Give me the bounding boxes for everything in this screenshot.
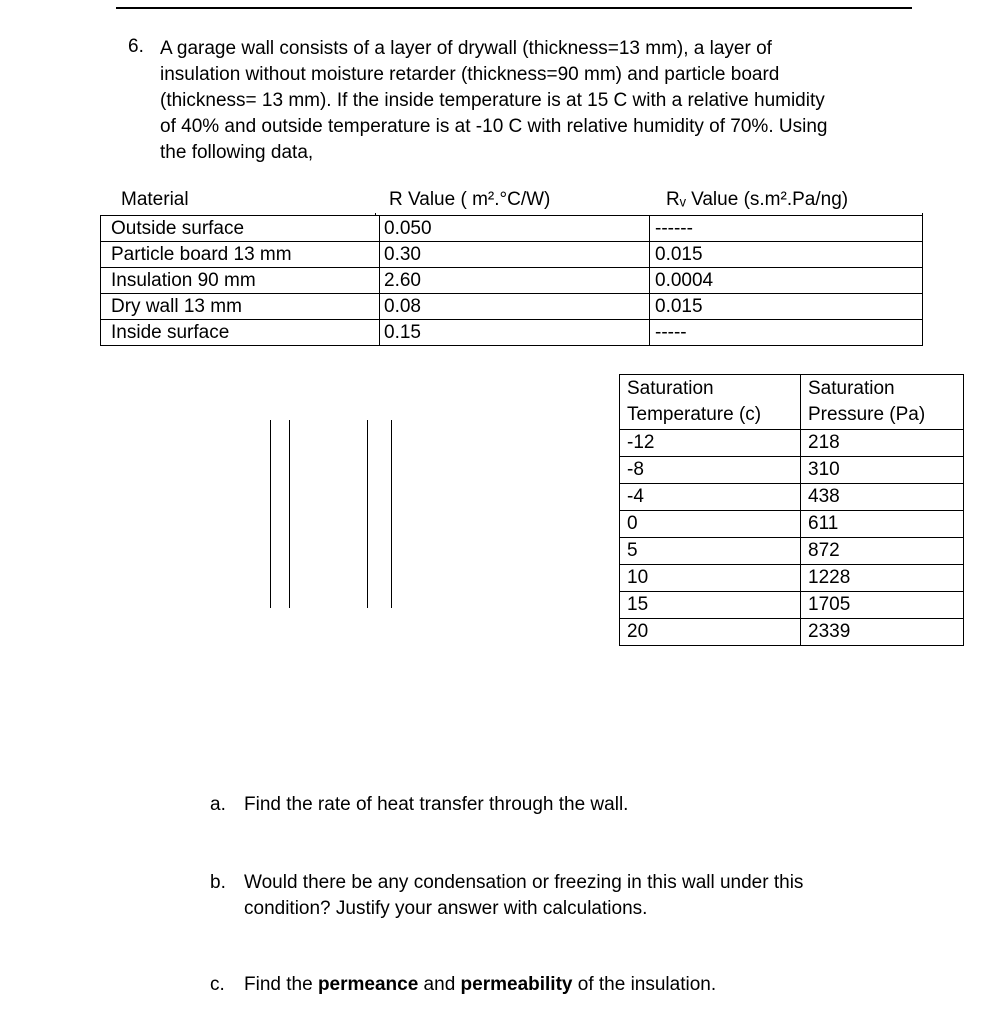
- question-text: [160, 36, 960, 166]
- material-header: Material: [121, 189, 189, 210]
- pressure-cell: 2339: [801, 619, 964, 646]
- r-value-cell: 2.60: [380, 268, 650, 294]
- material-cell: Particle board 13 mm: [101, 242, 380, 268]
- table-row: [101, 294, 923, 320]
- pressure-cell: 611: [801, 511, 964, 538]
- r-value-cell: 0.08: [380, 294, 650, 320]
- part-label: a.: [210, 794, 226, 815]
- header-line: Temperature (c): [627, 404, 762, 425]
- temperature-cell: -12: [620, 430, 801, 457]
- rv-value-header: Rᵥ Value (s.m².Pa/ng): [666, 189, 849, 210]
- table-row: [620, 484, 964, 511]
- table-row: [620, 592, 964, 619]
- question-line: the following data,: [160, 142, 314, 163]
- header-line: Saturation: [808, 378, 895, 399]
- pressure-cell: 310: [801, 457, 964, 484]
- table-row: [620, 457, 964, 484]
- wall-layer-line: [289, 420, 290, 608]
- part-text: Find the rate of heat transfer through the wall.: [244, 794, 629, 815]
- rv-value-cell: 0.0004: [650, 268, 923, 294]
- question-line: of 40% and outside temperature is at -10 C with relative humidity of 70%. Using: [160, 116, 828, 137]
- temperature-cell: 5: [620, 538, 801, 565]
- part-label: c.: [210, 974, 225, 995]
- question-line: (thickness= 13 mm). If the inside temperature is at 15 C with a relative humidity: [160, 90, 825, 111]
- table-row: [620, 619, 964, 646]
- wall-layer-line: [270, 420, 271, 608]
- material-table: [100, 215, 923, 346]
- r-value-cell: 0.30: [380, 242, 650, 268]
- temperature-cell: 20: [620, 619, 801, 646]
- part-label: b.: [210, 872, 226, 893]
- pressure-cell: 872: [801, 538, 964, 565]
- table-row: [620, 430, 964, 457]
- part-text-segment: Find the: [244, 974, 318, 995]
- top-divider: [116, 7, 912, 9]
- temperature-cell: 15: [620, 592, 801, 619]
- material-cell: Outside surface: [101, 216, 380, 242]
- table-row: [101, 216, 923, 242]
- table-row: [101, 320, 923, 346]
- rv-value-cell: 0.015: [650, 242, 923, 268]
- part-text: condition? Justify your answer with calculations.: [244, 898, 648, 919]
- table-row: [101, 268, 923, 294]
- part-text: Would there be any condensation or freezing in this wall under this: [244, 872, 804, 893]
- r-value-cell: 0.050: [380, 216, 650, 242]
- pressure-cell: 1228: [801, 565, 964, 592]
- temperature-cell: -4: [620, 484, 801, 511]
- bold-term-permeance: permeance: [317, 974, 419, 995]
- question-line: A garage wall consists of a layer of drywall (thickness=13 mm), a layer of: [160, 38, 772, 59]
- table-header-row: [620, 375, 964, 430]
- table-row: [620, 538, 964, 565]
- wall-layer-line: [367, 420, 368, 608]
- pressure-cell: 218: [801, 430, 964, 457]
- saturation-table: [619, 374, 964, 646]
- rv-value-cell: 0.015: [650, 294, 923, 320]
- saturation-pressure-header: [801, 375, 964, 430]
- temperature-cell: 10: [620, 565, 801, 592]
- header-line: Saturation: [627, 378, 714, 399]
- r-value-cell: 0.15: [380, 320, 650, 346]
- pressure-cell: 438: [801, 484, 964, 511]
- saturation-temperature-header: [620, 375, 801, 430]
- wall-layer-line: [391, 420, 392, 608]
- question-number: 6.: [128, 36, 144, 57]
- table-row: [101, 242, 923, 268]
- part-text-segment: of the insulation.: [572, 974, 717, 995]
- r-value-header: R Value ( m².°C/W): [389, 189, 551, 210]
- rv-value-cell: ------: [650, 216, 923, 242]
- pressure-cell: 1705: [801, 592, 964, 619]
- header-line: Pressure (Pa): [808, 404, 926, 425]
- rv-value-cell: -----: [650, 320, 923, 346]
- table-row: [620, 511, 964, 538]
- material-cell: Inside surface: [101, 320, 380, 346]
- bold-term-permeability: permeability: [460, 974, 573, 995]
- material-cell: Dry wall 13 mm: [101, 294, 380, 320]
- question-line: insulation without moisture retarder (thickness=90 mm) and particle board: [160, 64, 780, 85]
- table-row: [620, 565, 964, 592]
- temperature-cell: -8: [620, 457, 801, 484]
- part-text-segment: and: [418, 974, 461, 995]
- part-text: [244, 972, 716, 998]
- material-cell: Insulation 90 mm: [101, 268, 380, 294]
- temperature-cell: 0: [620, 511, 801, 538]
